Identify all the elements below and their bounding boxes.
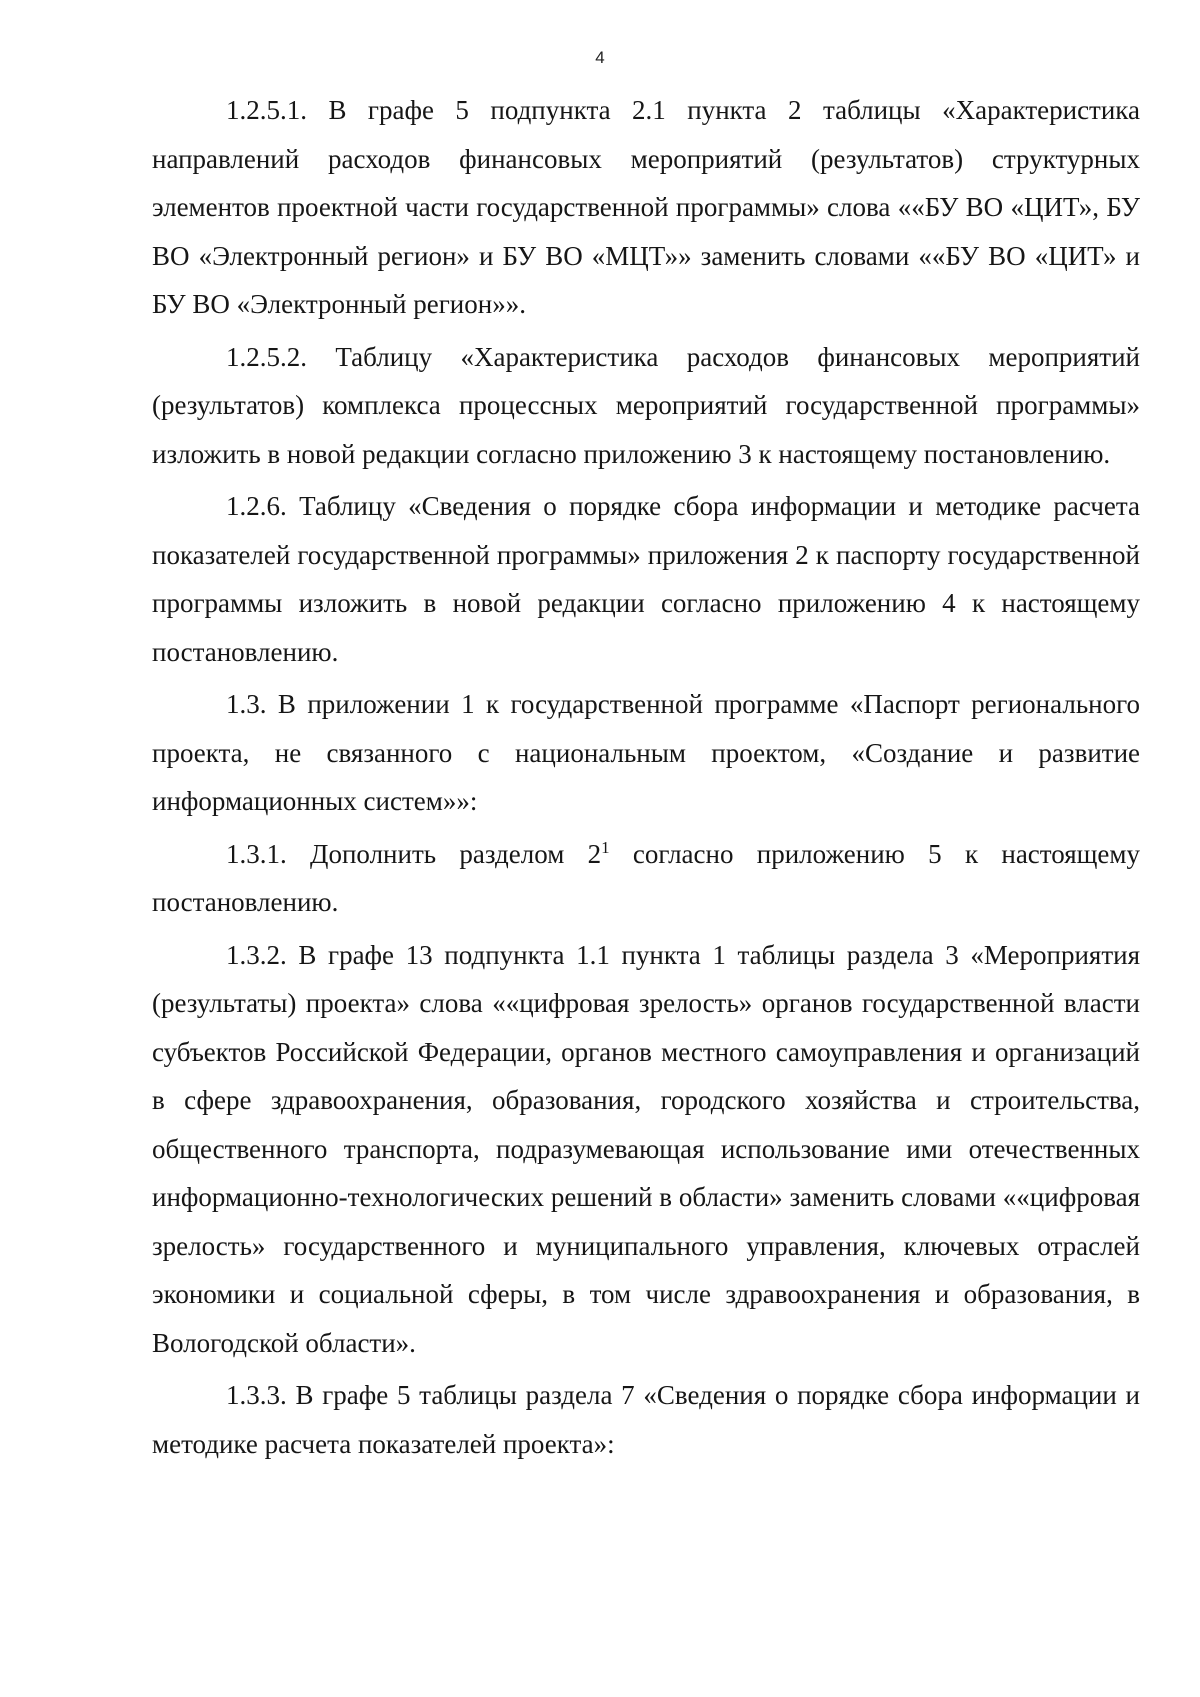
document-body: [152, 86, 1140, 1472]
paragraph-1-2-5-1: 1.2.5.1. В графе 5 подпункта 2.1 пункта 2 таблицы «Характеристика направлений расходов финансовых мероприятий (результатов) структурных элементов проектной части государственной программы» слова ««БУ ВО «ЦИТ», БУ ВО «Электронный регион» и БУ ВО «МЦТ»» заменить словами ««БУ ВО «ЦИТ» и БУ ВО «Электронный регион»».: [152, 95, 1140, 319]
paragraph-1-3-1: [152, 830, 1140, 927]
paragraph-1-3: 1.3. В приложении 1 к государственной программе «Паспорт регионального проекта, не связанного с национальным проектом, «Создание и развитие информационных систем»»:: [152, 689, 1140, 816]
section-superscript: 1: [601, 837, 610, 857]
paragraph-1-3-2: 1.3.2. В графе 13 подпункта 1.1 пункта 1 таблицы раздела 3 «Мероприятия (результаты) проекта» слова ««цифровая зрелость» органов государственной власти субъектов Российской Федерации, органов местного самоуправления и организаций в сфере здравоохранения, образования, городского хозяйства и строительства, общественного транспорта, подразумевающая использование ими отечественных информационно-технологических решений в области» заменить словами ««цифровая зрелость» государственного и муниципального управления, ключевых отраслей экономики и социальной сферы, в том числе здравоохранения и образования, в Вологодской области».: [152, 939, 1140, 1358]
paragraph-1-3-3: 1.3.3. В графе 5 таблицы раздела 7 «Сведения о порядке сбора информации и методике расчета показателей проекта»:: [152, 1380, 1140, 1459]
paragraph-1-3-1-text-before: 1.3.1. Дополнить разделом 2: [226, 838, 602, 869]
paragraph-1-2-6: 1.2.6. Таблицу «Сведения о порядке сбора информации и методике расчета показателей государственной программы» приложения 2 к паспорту государственной программы изложить в новой редакции согласно приложению 4 к настоящему постановлению.: [152, 491, 1140, 667]
paragraph-1-3-1-text-after: согласно приложению 5 к настоящему постановлению.: [152, 838, 1140, 917]
paragraph-1-2-5-2: 1.2.5.2. Таблицу «Характеристика расходов финансовых мероприятий (результатов) комплекса процессных мероприятий государственной программы» изложить в новой редакции согласно приложению 3 к настоящему постановлению.: [152, 341, 1140, 469]
page-number: 4: [595, 48, 605, 67]
